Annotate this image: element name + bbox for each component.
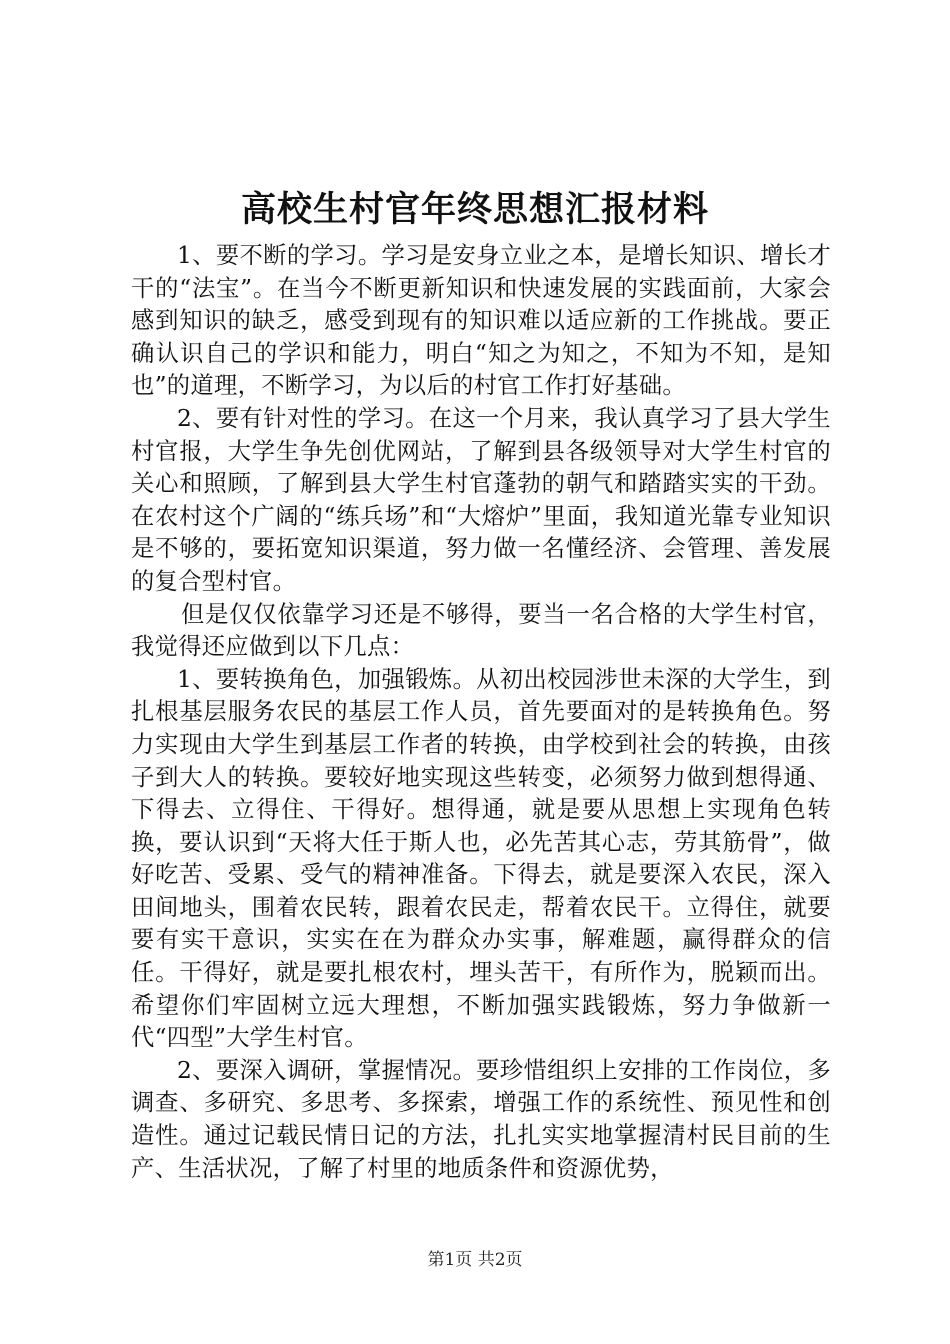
page-footer: 第1页 共2页 [427, 1250, 523, 1270]
paragraph-5: 2、要深入调研，掌握情况。要珍惜组织上安排的工作岗位，多调查、多研究、多思考、多探索，增强工作的系统性、预见性和创造性。通过记载民情日记的方法，扎扎实实地掌握清村民目前的生产、生活状况，了解了村里的地质条件和资源优势， [131, 1056, 831, 1182]
document-body [131, 240, 831, 1185]
paragraph-2: 2、要有针对性的学习。在这一个月来，我认真学习了县大学生村官报，大学生争先创优网站，了解到县各级领导对大学生村官的关心和照顾，了解到县大学生村官蓬勃的朝气和踏踏实实的干劲。在农村这个广阔的“练兵场”和“大熔炉”里面，我知道光靠专业知识是不够的，要拓宽知识渠道，努力做一名懂经济、会管理、善发展的复合型村官。 [131, 404, 831, 595]
paragraph-3: 但是仅仅依靠学习还是不够得，要当一名合格的大学生村官，我觉得还应做到以下几点： [131, 600, 831, 661]
document-title: 高校生村官年终思想汇报材料 [240, 189, 709, 230]
paragraph-4: 1、要转换角色，加强锻炼。从初出校园涉世未深的大学生，到扎根基层服务农民的基层工作人员，首先要面对的是转换角色。努力实现由大学生到基层工作者的转换，由学校到社会的转换，由孩子到大人的转换。要较好地实现这些转变，必须努力做到想得通、下得去、立得住、干得好。想得通，就是要从思想上实现角色转换，要认识到“天将大任于斯人也，必先苦其心志，劳其筋骨”，做好吃苦、受累、受气的精神准备。下得去，就是要深入农民，深入田间地头，围着农民转，跟着农民走，帮着农民干。立得住，就要要有实干意识，实实在在为群众办实事，解难题，赢得群众的信任。干得好，就是要扎根农村，埋头苦干，有所作为，脱颖而出。希望你们牢固树立远大理想，不断加强实践锻炼，努力争做新一代“四型”大学生村官。 [131, 665, 831, 1052]
paragraph-1: 1、要不断的学习。学习是安身立业之本，是增长知识、增长才干的“法宝”。在当今不断更新知识和快速发展的实践面前，大家会感到知识的缺乏，感受到现有的知识难以适应新的工作挑战。要正确认识自己的学识和能力，明白“知之为知之，不知为不知，是知也”的道理，不断学习，为以后的村官工作打好基础。 [131, 242, 831, 400]
